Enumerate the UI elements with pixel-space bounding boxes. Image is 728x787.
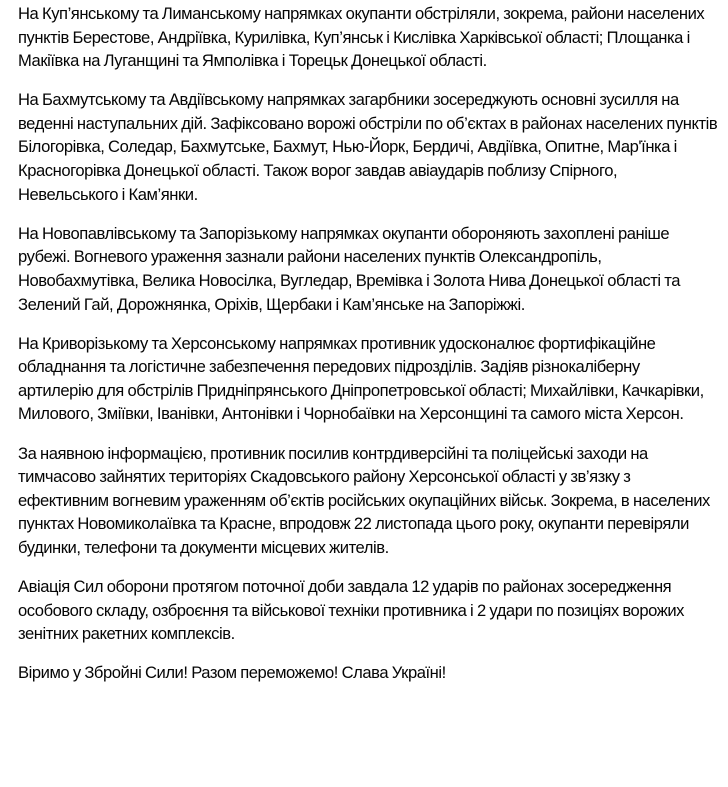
paragraph-kryvyi-rih-kherson: На Криворізькому та Херсонському напрямках противник удосконалює фортифікаційне обладнання та логістичне забезпечення передових підрозділів. Задіяв різнокаліберну артилерію для обстрілів Придніпрянського Дніпропетровської області; Михайлівки, Качкарівки, Милового, Зміївки, Іванівки, Антонівки і Чорнобаївки на Херсонщині та самого міста Херсон. bbox=[18, 333, 704, 424]
paragraph-skadovsk-counter-sabotage: За наявною інформацією, противник посилив контрдиверсійні та поліцейські заходи на тимчасово зайнятих територіях Скадовського району Херсонської області у зв’язку з ефективним вогневим ураженням об’єктів російських окупаційних військ. Зокрема, в населених пунктах Новомиколаївка та Красне, впродовж 22 листопада цього року, окупанти перевіряли будинки, телефони та документи місцевих жителів. bbox=[18, 443, 710, 557]
paragraph-closing-slogan: Віримо у Збройні Сили! Разом переможемо! Слава Україні! bbox=[18, 663, 446, 683]
paragraph-aviation-strikes: Авіація Сил оборони протягом поточної доби завдала 12 ударів по районах зосередження особового складу, озброєння та військової техніки противника і 2 удари по позиціях ворожих зенітних ракетних комплексів. bbox=[18, 576, 685, 644]
paragraph-bakhmut-avdiivka: На Бахмутському та Авдіївському напрямках загарбники зосереджують основні зусилля на веденні наступальних дій. Зафіксовано ворожі обстріли по об’єктах в районах населених пунктів Білогорівка, Соледар, Бахмутське, Бахмут, Нью-Йорк, Бердичі, Авдіївка, Опитне, Мар'їнка і Красногорівка Донецької області. Також ворог завдав авіаударів поблизу Спірного, Невельського і Кам’янки. bbox=[18, 90, 718, 204]
paragraph-novopavlivka-zaporizhzhia: На Новопавлівському та Запорізькому напрямках окупанти обороняють захоплені раніше рубежі. Вогневого ураження зазнали райони населених пунктів Олександропіль, Новобахмутівка, Велика Новосілка, Вугледар, Времівка і Золота Нива Донецької області та Зелений Гай, Дорожнянка, Оріхів, Щербаки і Кам’янське на Запоріжжі. bbox=[18, 223, 680, 314]
paragraph-kupiansk-lyman: На Куп’янському та Лиманському напрямках окупанти обстріляли, зокрема, райони населених пунктів Берестове, Андріївка, Курилівка, Куп’янськ і Кислівка Харківської області; Площанка і Макіївка на Луганщині та Ямполівка і Торецьк Донецької області. bbox=[18, 4, 705, 71]
